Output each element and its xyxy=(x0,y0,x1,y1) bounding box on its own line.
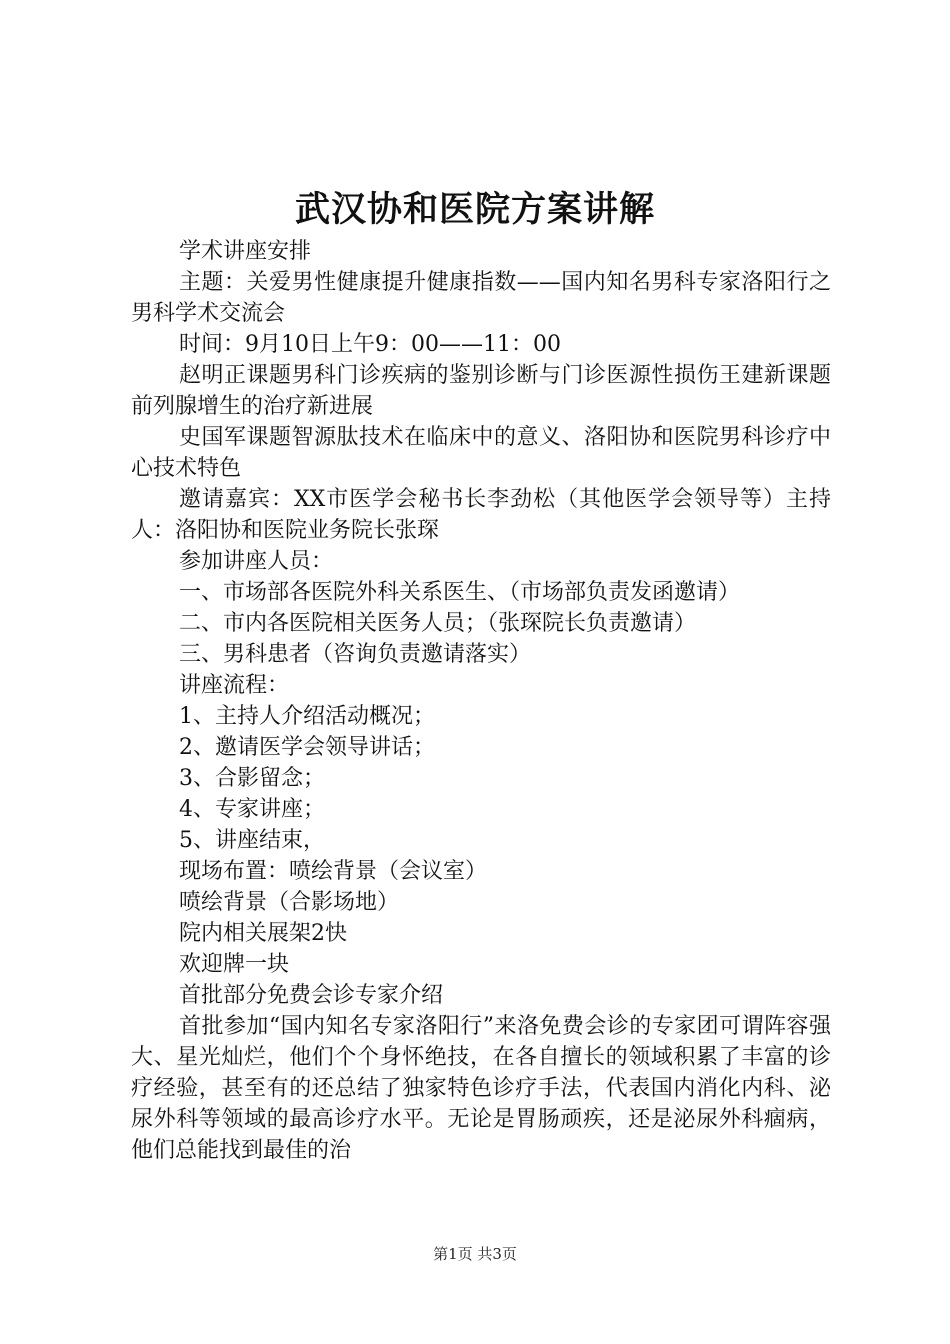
paragraph: 一、市场部各医院外科关系医生、（市场部负责发函邀请） xyxy=(179,580,741,605)
paragraph: 3、合影留念； xyxy=(179,766,325,791)
paragraph: 院内相关展架2快 xyxy=(179,921,347,946)
paragraph: 参加讲座人员： xyxy=(179,549,334,574)
document-body xyxy=(131,236,831,1166)
paragraph: 首批参加“国内知名专家洛阳行”来洛免费会诊的专家团可谓阵容强大、星光灿烂，他们个个身怀绝技，在各自擅长的领域积累了丰富的诊疗经验，甚至有的还总结了独家特色诊疗手法，代表国内消化内科、泌尿外科等领域的最高诊疗水平。无论是胃肠顽疾，还是泌尿外科痼病，他们总能找到最佳的治 xyxy=(131,1014,831,1163)
page-footer: 第1页 共3页 xyxy=(433,1245,517,1263)
paragraph: 讲座流程： xyxy=(179,673,290,698)
paragraph: 邀请嘉宾：XX市医学会秘书长李劲松（其他医学会领导等）主持人：洛阳协和医院业务院长张琛 xyxy=(131,487,831,543)
paragraph: 学术讲座安排 xyxy=(179,239,312,264)
paragraph: 2、邀请医学会领导讲话； xyxy=(179,735,435,760)
paragraph: 赵明正课题男科门诊疾病的鉴别诊断与门诊医源性损伤王建新课题前列腺增生的治疗新进展 xyxy=(131,363,831,419)
paragraph: 现场布置：喷绘背景（会议室） xyxy=(179,859,488,884)
paragraph: 4、专家讲座； xyxy=(179,797,325,822)
paragraph: 二、市内各医院相关医务人员；（张琛院长负责邀请） xyxy=(179,611,697,636)
paragraph: 主题：关爱男性健康提升健康指数——国内知名男科专家洛阳行之男科学术交流会 xyxy=(131,270,831,326)
paragraph: 欢迎牌一块 xyxy=(179,952,290,977)
paragraph: 三、男科患者（咨询负责邀请落实） xyxy=(179,642,532,667)
paragraph: 喷绘背景（合影场地） xyxy=(179,890,400,915)
paragraph: 史国军课题智源肽技术在临床中的意义、洛阳协和医院男科诊疗中心技术特色 xyxy=(131,425,831,481)
paragraph: 时间：9月10日上午9：00——11：00 xyxy=(179,332,561,357)
paragraph: 首批部分免费会诊专家介绍 xyxy=(179,983,444,1008)
paragraph: 1、主持人介绍活动概况； xyxy=(179,704,435,729)
document-title: 武汉协和医院方案讲解 xyxy=(294,189,655,230)
paragraph: 5、讲座结束， xyxy=(179,828,325,853)
